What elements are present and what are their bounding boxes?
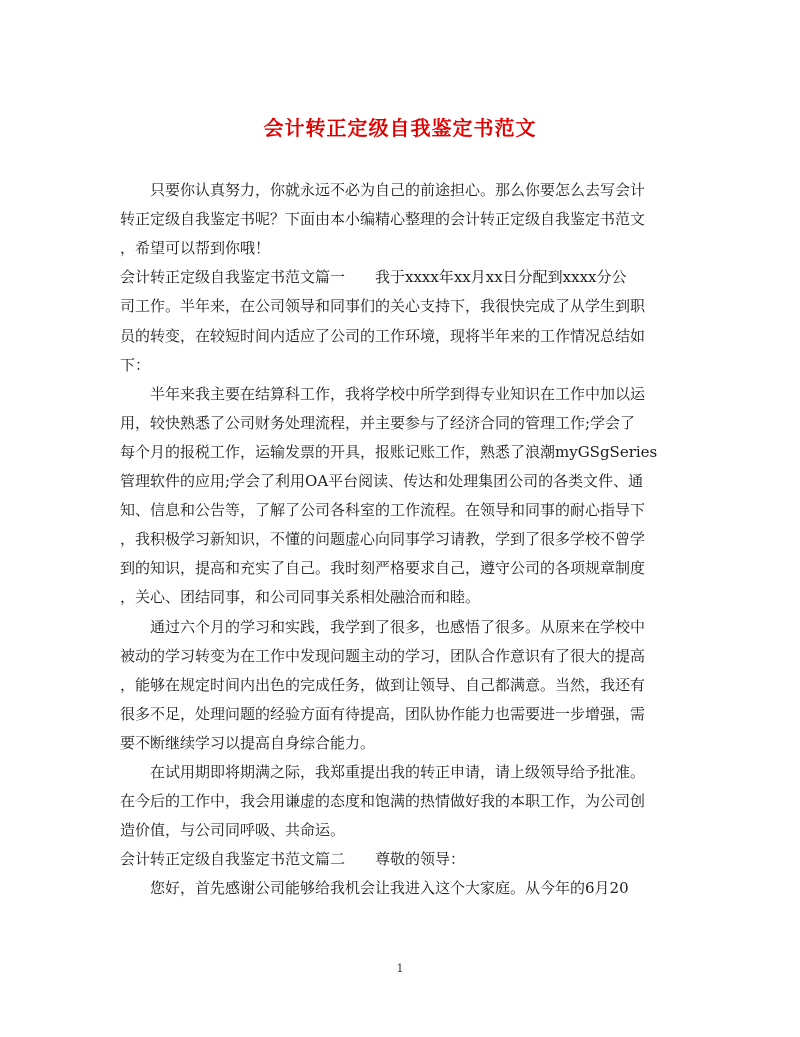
- text-line: 到的知识，提高和充实了自己。我时刻严格要求自己，遵守公司的各项规章制度: [120, 559, 646, 578]
- text-line: 被动的学习转变为在工作中发现问题主动的学习，团队合作意识有了很大的提高: [120, 646, 646, 665]
- text-line: 只要你认真努力，你就永远不必为自己的前途担心。那么你要怎么去写会计: [120, 181, 646, 199]
- text-line: 在试用期即将期满之际，我郑重提出我的转正申请，请上级领导给予批准。: [120, 763, 646, 781]
- document-title: 会计转正定级自我鉴定书范文: [263, 116, 537, 140]
- text-line: ，我积极学习新知识，不懂的问题虚心向同事学习请教，学到了很多学校不曾学: [120, 530, 646, 549]
- text-line: 您好，首先感谢公司能够给我机会让我进入这个大家庭。从今年的6月20: [120, 879, 629, 898]
- text-line: 每个月的报税工作，运输发票的开具，报账记账工作，熟悉了浪潮myGSgSeries: [120, 442, 658, 461]
- text-line: 要不断继续学习以提高自身综合能力。: [120, 733, 376, 752]
- text-line: 很多不足，处理问题的经验方面有待提高，团队协作能力也需要进一步增强，需: [120, 704, 646, 723]
- text-line: ，能够在规定时间内出色的完成任务，做到让领导、自己都满意。当然，我还有: [120, 675, 646, 694]
- text-line: ，希望可以帮到你哦！: [120, 239, 271, 258]
- page-number: 1: [396, 962, 404, 975]
- text-line: 半年来我主要在结算科工作，我将学校中所学到得专业知识在工作中加以运: [120, 384, 646, 403]
- text-line: 会计转正定级自我鉴定书范文篇二 尊敬的领导：: [120, 850, 466, 869]
- text-line: 管理软件的应用;学会了利用OA平台阅读、传达和处理集团公司的各类文件、通: [120, 472, 644, 490]
- text-line: 转正定级自我鉴定书呢？下面由本小编精心整理的会计转正定级自我鉴定书范文: [120, 210, 646, 229]
- text-line: 会计转正定级自我鉴定书范文篇一 我于xxxx年xx月xx日分配到xxxx分公: [120, 268, 627, 287]
- text-line: 员的转变，在较短时间内适应了公司的工作环境，现将半年来的工作情况总结如: [120, 326, 646, 345]
- text-line: 知、信息和公告等，了解了公司各科室的工作流程。在领导和同事的耐心指导下: [120, 501, 646, 520]
- text-line: 下：: [120, 355, 151, 374]
- text-line: 司工作。半年来，在公司领导和同事们的关心支持下，我很快完成了从学生到职: [120, 297, 646, 316]
- text-line: ，关心、团结同事，和公司同事关系相处融洽而和睦。: [120, 588, 481, 607]
- text-line: 在今后的工作中，我会用谦虚的态度和饱满的热情做好我的本职工作，为公司创: [120, 792, 646, 811]
- text-line: 造价值，与公司同呼吸、共命运。: [120, 821, 346, 840]
- text-line: 通过六个月的学习和实践，我学到了很多，也感悟了很多。从原来在学校中: [120, 617, 646, 636]
- text-line: 用，较快熟悉了公司财务处理流程，并主要参与了经济合同的管理工作;学会了: [120, 413, 636, 432]
